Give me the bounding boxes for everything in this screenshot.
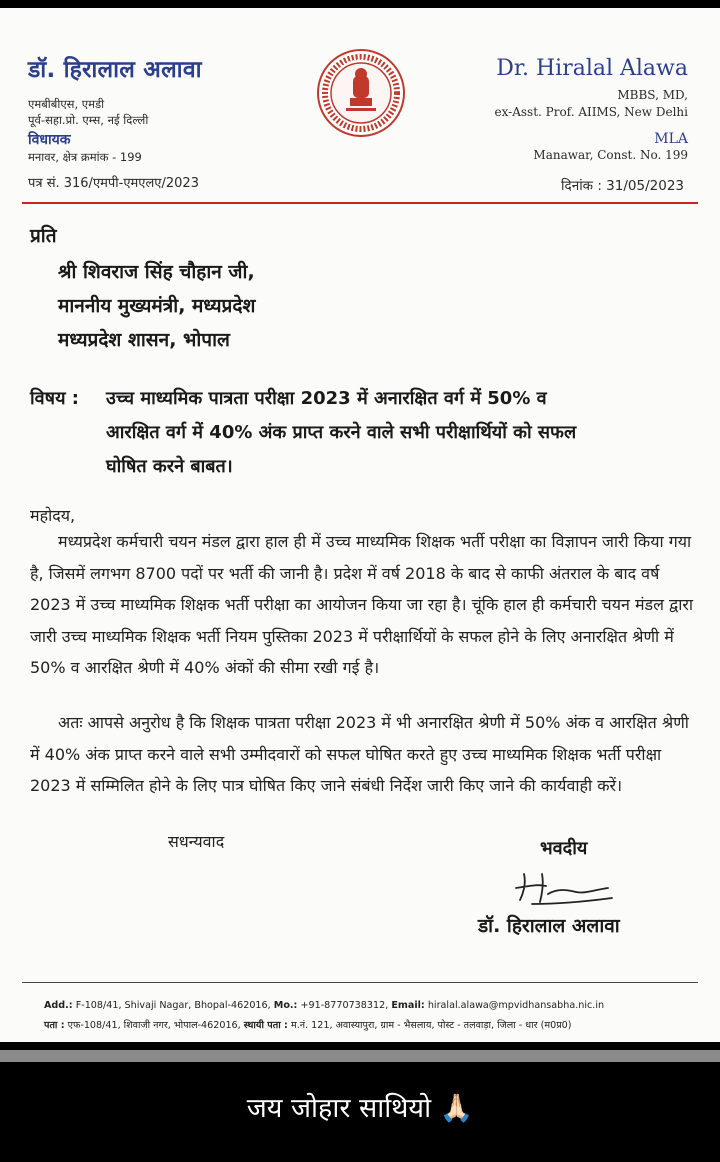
letter-number: पत्र सं. 316/एमपी-एमएलए/2023 (28, 176, 199, 191)
sender-degree-english: MBBS, MD, (617, 88, 688, 102)
footer-label: Add.: (44, 1000, 73, 1011)
recipient-prefix: प्रति (30, 225, 57, 247)
letterhead-right (428, 56, 688, 164)
sender-constituency-hindi: मनावर, क्षेत्र क्रमांक - 199 (28, 150, 142, 164)
post-caption: जय जोहार साथियो 🙏🏻 (246, 1093, 474, 1124)
sender-former-post-hindi: पूर्व-सहा.प्रो. एम्स, नई दिल्ली (28, 113, 149, 127)
recipient-line: श्री शिवराज सिंह चौहान जी, (58, 261, 255, 283)
header-divider (22, 202, 698, 204)
subject-block (30, 382, 690, 484)
recipient-line: मध्यप्रदेश शासन, भोपाल (58, 329, 230, 351)
footer-value: +91-8770738312, (300, 1000, 389, 1011)
salutation: महोदय, (30, 506, 76, 525)
subject-label: विषय : (30, 388, 79, 409)
sender-name-hindi: डॉ. हिरालाल अलावा (28, 57, 202, 83)
footer-divider (22, 982, 698, 983)
footer-label: Mo.: (273, 1000, 298, 1011)
sender-former-post-english: ex-Asst. Prof. AIIMS, New Delhi (494, 105, 688, 119)
caption-area (0, 1062, 720, 1162)
footer-label: स्थायी पता : (243, 1020, 288, 1031)
subject-line: आरक्षित वर्ग में 40% अंक प्राप्त करने वाले सभी परीक्षार्थियों को सफल (106, 422, 577, 443)
sender-title-hindi: विधायक (28, 132, 71, 148)
footer-value: एफ-108/41, शिवाजी नगर, भोपाल-462016, (67, 1020, 241, 1031)
sender-constituency-english: Manawar, Const. No. 199 (533, 148, 688, 162)
body-paragraph: मध्यप्रदेश कर्मचारी चयन मंडल द्वारा हाल ही में उच्च माध्यमिक शिक्षक भर्ती परीक्षा का विज्ञापन जारी किया गया है, जिसमें लगभग 8700 पदों पर भर्ती की जानी है। प्रदेश में वर्ष 2018 के बाद से काफी अंतराल के बाद वर्ष 2023 में उच्च माध्यमिक शिक्षक भर्ती परीक्षा का आयोजन किया जा रहा है। चूंकि हाल ही कर्मचारी चयन मंडल द्वारा जारी उच्च माध्यमिक शिक्षक भर्ती नियम पुस्तिका 2023 में परीक्षार्थियों के सफल होने के लिए अनारक्षित श्रेणी में 50% व आरक्षित श्रेणी में 40% अंकों की सीमा रखी गई है। (30, 532, 694, 677)
footer-email: hiralal.alawa@mpvidhansabha.nic.in (427, 1000, 605, 1011)
recipient-line: माननीय मुख्यमंत्री, मध्यप्रदेश (58, 295, 256, 317)
body-paragraph: अतः आपसे अनुरोध है कि शिक्षक पात्रता परीक्षा 2023 में भी अनारक्षित श्रेणी में 50% अंक व आरक्षित श्रेणी में 40% अंक प्राप्त करने वाले सभी उम्मीदवारों को सफल घोषित करते हुए उच्च माध्यमिक शिक्षक भर्ती परीक्षा 2023 में सम्मिलित होने के लिए पात्र घोषित किए जाने संबंधी निर्देश जारी किए जाने की कार्यवाही करें। (30, 713, 689, 795)
subject-line: घोषित करने बाबत। (106, 456, 233, 477)
footer-label: Email: (391, 1000, 425, 1011)
footer-value: म.नं. 121, अवास्यापुरा, ग्राम - भैसलाय, पोस्ट - तलवाड़ा, जिला - धार (म0प्र0) (290, 1020, 572, 1031)
sender-title-english: MLA (654, 131, 688, 147)
state-emblem-seal-icon (316, 48, 406, 138)
sender-name-english: Dr. Hiralal Alawa (496, 56, 688, 81)
handwritten-signature-icon (512, 864, 622, 908)
letterhead-left (28, 52, 278, 165)
sender-degree-hindi: एमबीबीएस, एमडी (28, 97, 105, 111)
letter-date: दिनांक : 31/05/2023 (561, 178, 684, 194)
thanks-text: सधन्यवाद (168, 832, 225, 851)
footer-address-hindi (44, 1018, 704, 1031)
footer-address-english (44, 1000, 704, 1011)
footer-value: F-108/41, Shivaji Nagar, Bhopal-462016, (75, 1000, 271, 1011)
subject-line: उच्च माध्यमिक पात्रता परीक्षा 2023 में अनारक्षित वर्ग में 50% व (106, 388, 547, 409)
image-bottom-band (0, 1050, 720, 1062)
closing-yours: भवदीय (540, 838, 588, 859)
footer-label: पता : (44, 1020, 65, 1031)
signatory-name: डॉ. हिरालाल अलावा (478, 915, 620, 937)
